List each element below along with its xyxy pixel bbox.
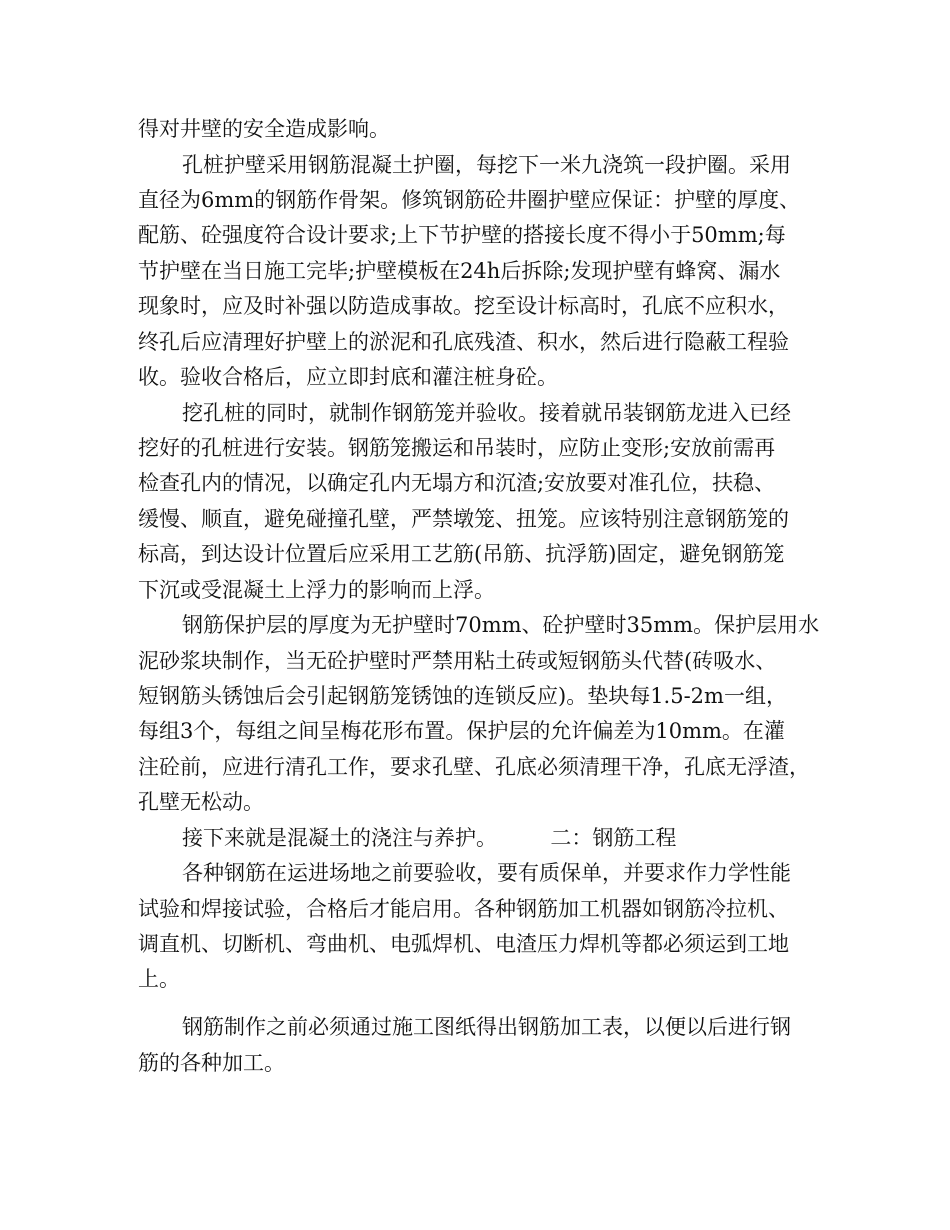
text-line: 终孔后应清理好护壁上的淤泥和孔底残渣、积水，然后进行隐蔽工程验: [138, 330, 789, 354]
text-line: 上。: [138, 967, 180, 991]
text-line: 筋的各种加工。: [138, 1051, 285, 1075]
text-line: 缓慢、顺直，避免碰撞孔壁，严禁墩笼、扭笼。应该特别注意钢筋笼的: [138, 507, 789, 531]
text-line: 配筋、砼强度符合设计要求;上下节护壁的搭接长度不得小于50mm;每: [138, 223, 786, 247]
text-line: 直径为6mm的钢筋作骨架。修筑钢筋砼井圈护壁应保证：护壁的厚度、: [138, 188, 801, 212]
text-line: 每组3个，每组之间呈梅花形布置。保护层的允许偏差为10mm。在灌: [138, 719, 785, 743]
paragraph-first-line: 孔桩护壁采用钢筋混凝土护圈，每挖下一米九浇筑一段护圈。采用: [182, 153, 791, 177]
section-heading-line: 接下来就是混凝土的浇注与养护。 二：钢筋工程: [182, 826, 677, 850]
text-line: 现象时，应及时补强以防造成事故。挖至设计标高时，孔底不应积水，: [138, 294, 789, 318]
text-line: 注砼前，应进行清孔工作，要求孔壁、孔底必须清理干净，孔底无浮渣，: [138, 755, 810, 779]
text-line: 挖好的孔桩进行安装。钢筋笼搬运和吊装时，应防止变形;安放前需再: [138, 436, 776, 460]
paragraph-first-line: 钢筋制作之前必须通过施工图纸得出钢筋加工表，以便以后进行钢: [182, 1015, 791, 1039]
text-line: 收。验收合格后，应立即封底和灌注桩身砼。: [138, 365, 558, 389]
text-line: 调直机、切断机、弯曲机、电弧焊机、电渣压力焊机等都必须运到工地: [138, 932, 789, 956]
text-line: 节护壁在当日施工完毕;护壁模板在24h后拆除;发现护壁有蜂窝、漏水: [138, 259, 781, 283]
text-line: 检查孔内的情况，以确定孔内无塌方和沉渣;安放要对准孔位，扶稳、: [138, 471, 776, 495]
text-line: 得对井壁的安全造成影响。: [138, 117, 390, 141]
paragraph-first-line: 各种钢筋在运进场地之前要验收，要有质保单，并要求作力学性能: [182, 861, 791, 885]
text-line: 试验和焊接试验，合格后才能启用。各种钢筋加工机器如钢筋冷拉机、: [138, 897, 789, 921]
text-line: 孔壁无松动。: [138, 790, 264, 814]
text-line: 下沉或受混凝土上浮力的影响而上浮。: [138, 578, 495, 602]
paragraph-first-line: 挖孔桩的同时，就制作钢筋笼并验收。接着就吊装钢筋龙进入已经: [182, 401, 791, 425]
text-line: 短钢筋头锈蚀后会引起钢筋笼锈蚀的连锁反应)。垫块每1.5-2m一组，: [138, 684, 787, 708]
text-line: 泥砂浆块制作，当无砼护壁时严禁用粘土砖或短钢筋头代替(砖吸水、: [138, 649, 777, 673]
text-line: 标高，到达设计位置后应采用工艺筋(吊筋、抗浮筋)固定，避免钢筋笼: [138, 542, 785, 566]
paragraph-first-line: 钢筋保护层的厚度为无护壁时70mm、砼护壁时35mm。保护层用水: [182, 613, 820, 637]
